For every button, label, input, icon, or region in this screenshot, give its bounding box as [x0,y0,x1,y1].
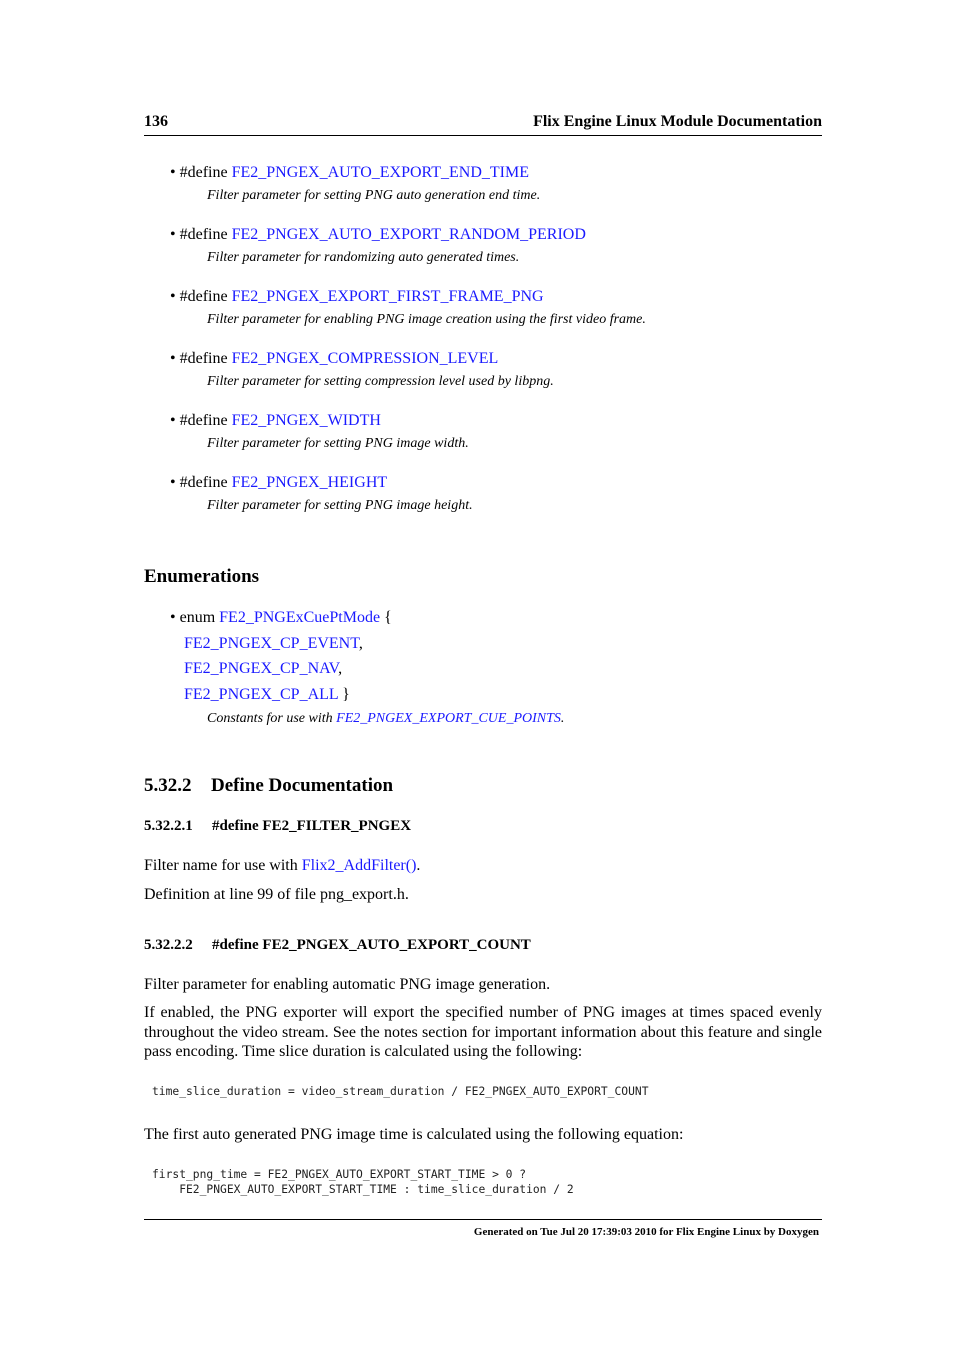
enum-comma: , [358,634,363,652]
enum-value-link[interactable]: FE2_PNGEX_CP_NAV [184,660,339,677]
paragraph: Filter parameter for enabling automatic PNG image generation. [144,976,551,993]
define-link[interactable]: FE2_PNGEX_HEIGHT [231,474,388,491]
define-description: Filter parameter for setting PNG image width. [207,436,469,451]
section-title: Define Documentation [211,775,394,796]
document-title: Flix Engine Linux Module Documentation [533,113,822,130]
define-item: • #define FE2_PNGEX_AUTO_EXPORT_RANDOM_PERIOD Filter parameter for randomizing auto generated times. [170,226,586,265]
define-link[interactable]: FE2_PNGEX_EXPORT_FIRST_FRAME_PNG [231,288,544,305]
paragraph-text: Filter name for use with [144,857,302,874]
definition-line: Definition at line 99 of file png_export.h. [144,886,409,903]
define-item: • #define FE2_PNGEX_WIDTH Filter parameter for setting PNG image width. [170,412,469,451]
define-description: Filter parameter for setting PNG auto generation end time. [207,188,541,203]
subsection-number: 5.32.2.1 [144,818,193,834]
page-footer [144,1219,822,1238]
enum-value-link[interactable]: FE2_PNGEX_CP_EVENT [184,634,359,652]
page-number: 136 [144,113,168,130]
enum-desc-link[interactable]: FE2_PNGEX_EXPORT_CUE_POINTS [336,711,561,726]
code-block: first_png_time = FE2_PNGEX_AUTO_EXPORT_START_TIME > 0 ? FE2_PNGEX_AUTO_EXPORT_START_TIME : time_slice_duration / 2 [152,1168,574,1196]
define-keyword: #define [179,350,232,367]
define-description: Filter parameter for setting PNG image height. [207,498,473,513]
section-number: 5.32.2 [144,775,192,796]
define-keyword: #define [179,226,232,243]
enumerations-heading: Enumerations [144,566,260,587]
subsection-heading [144,937,531,954]
subsection-title: #define FE2_FILTER_PNGEX [212,818,412,834]
define-keyword: #define [179,474,232,491]
addfilter-link[interactable]: Flix2_AddFilter() [301,857,417,874]
subsection-number: 5.32.2.2 [144,937,193,953]
define-description: Filter parameter for setting compression level used by libpng. [207,374,554,389]
page-header [144,113,822,136]
paragraph-period: . [416,857,421,874]
define-keyword: #define [179,288,232,305]
define-link[interactable]: FE2_PNGEX_WIDTH [231,412,381,429]
enum-comma: , [338,660,343,677]
define-link[interactable]: FE2_PNGEX_COMPRESSION_LEVEL [231,350,499,367]
paragraph: The first auto generated PNG image time is calculated using the following equation: [144,1126,684,1143]
enum-close-brace: } [338,685,350,703]
define-item: • #define FE2_PNGEX_EXPORT_FIRST_FRAME_PNG Filter parameter for enabling PNG image creation using the first video frame. [170,288,646,327]
enum-desc-period: . [560,711,565,726]
enum-desc-text: Constants for use with [207,711,337,726]
paragraph: If enabled, the PNG exporter will export the specified number of PNG images at times spaced evenly throughout the video stream. See the notes section for important information about this feature and single pass encoding. Time slice duration is calculated using the following: [144,1004,822,1060]
define-link[interactable]: FE2_PNGEX_AUTO_EXPORT_RANDOM_PERIOD [231,226,586,243]
paragraph [144,856,822,876]
footer-text: Generated on Tue Jul 20 17:39:03 2010 for Flix Engine Linux by Doxygen [473,1226,819,1238]
define-item: • #define FE2_PNGEX_HEIGHT Filter parameter for setting PNG image height. [170,474,473,513]
subsection-heading [144,818,411,835]
define-item: • #define FE2_PNGEX_COMPRESSION_LEVEL Filter parameter for setting compression level used by libpng. [170,350,554,389]
enum-description [207,707,564,731]
define-link[interactable]: FE2_PNGEX_AUTO_EXPORT_END_TIME [231,164,529,181]
define-description: Filter parameter for randomizing auto generated times. [207,250,520,265]
define-description: Filter parameter for enabling PNG image creation using the first video frame. [207,312,646,327]
enum-value-link[interactable]: FE2_PNGEX_CP_ALL [184,685,339,703]
code-block: time_slice_duration = video_stream_duration / FE2_PNGEX_AUTO_EXPORT_COUNT [152,1085,649,1098]
define-item: • #define FE2_PNGEX_AUTO_EXPORT_END_TIME Filter parameter for setting PNG auto generation end time. [170,164,541,203]
enum-keyword: enum [179,609,220,626]
section-heading [144,775,393,797]
enum-item: • enum FE2_PNGExCuePtMode { FE2_PNGEX_CP_EVENT, FE2_PNGEX_CP_NAV, FE2_PNGEX_CP_ALL } Constants for use with FE2_PNGEX_EXPORT_CUE_POINTS. [170,605,564,731]
define-keyword: #define [179,164,232,181]
enum-name-link[interactable]: FE2_PNGExCuePtMode [219,609,381,626]
enum-open-brace: { [380,609,392,626]
define-keyword: #define [179,412,232,429]
subsection-title: #define FE2_PNGEX_AUTO_EXPORT_COUNT [212,937,531,953]
